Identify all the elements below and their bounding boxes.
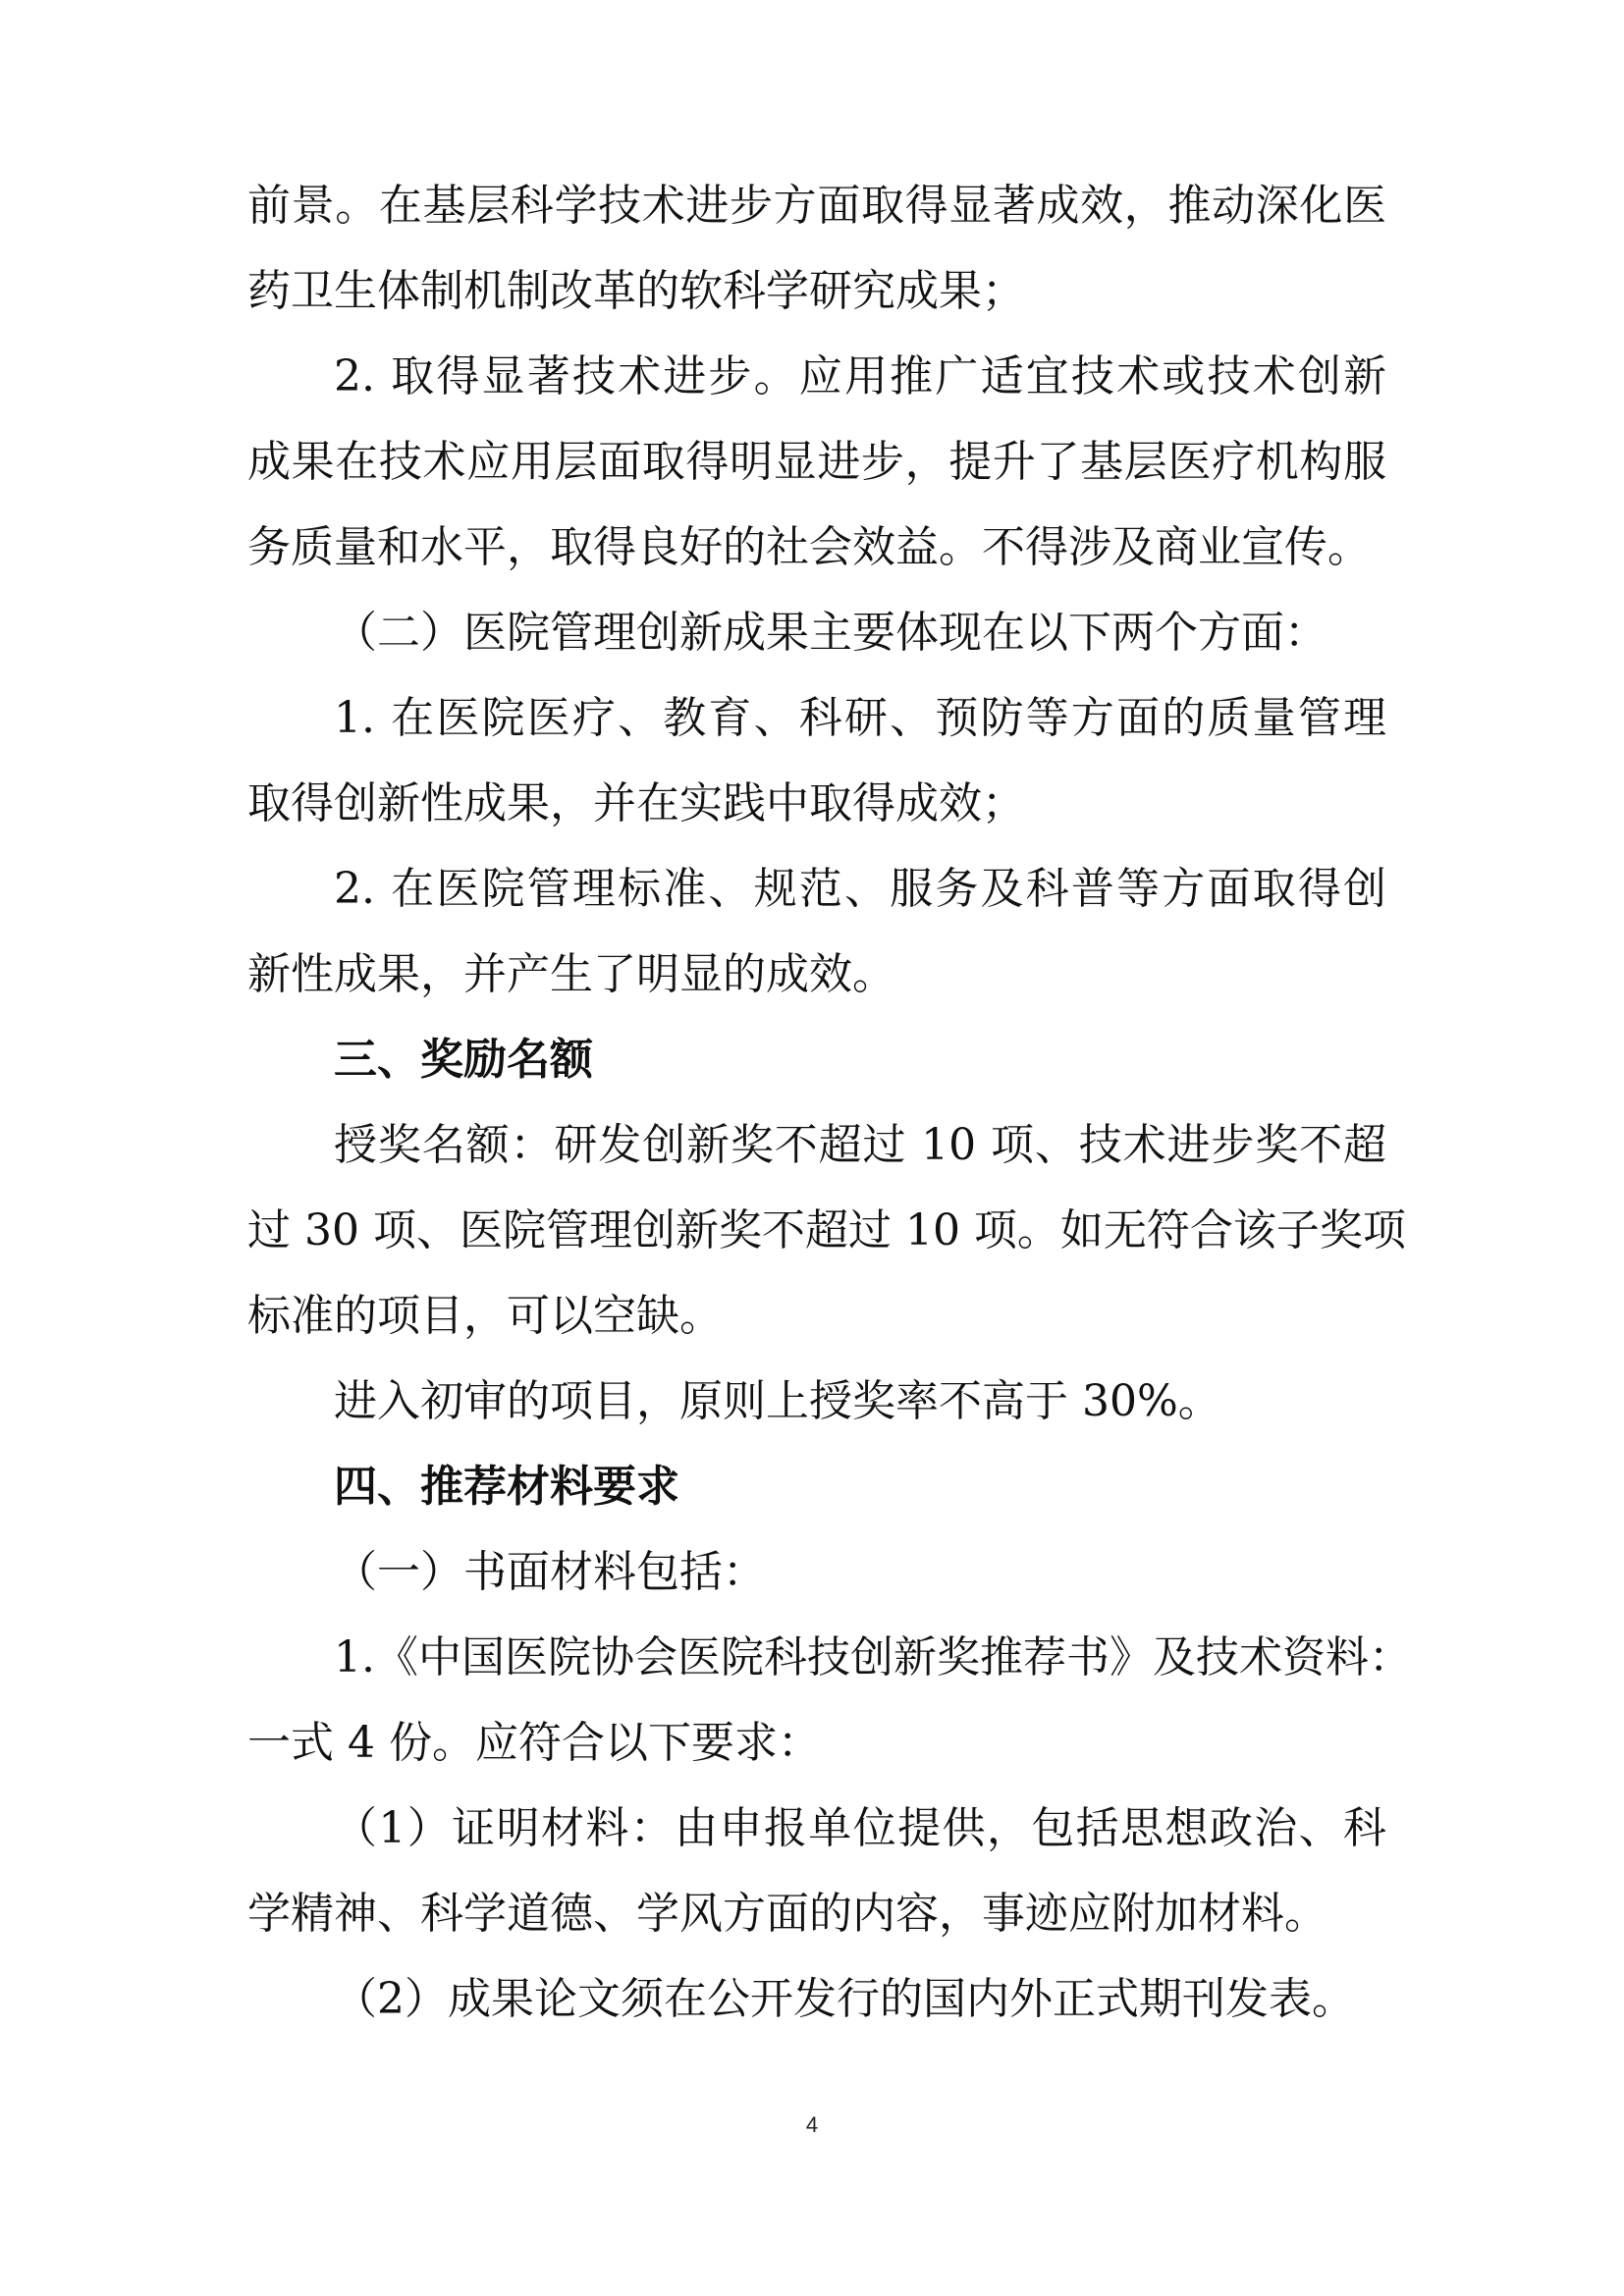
paragraph-line: （二）医院管理创新成果主要体现在以下两个方面： — [334, 608, 1327, 658]
paragraph-line: 过 30 项、医院管理创新奖不超过 10 项。如无符合该子奖项 — [247, 1205, 1406, 1255]
paragraph-line: 进入初审的项目，原则上授奖率不高于 30%。 — [334, 1376, 1221, 1426]
paragraph-line: （一）书面材料包括： — [334, 1547, 766, 1597]
paragraph-line: 成果在技术应用层面取得明显进步，提升了基层医疗机构服 — [247, 437, 1386, 487]
paragraph-line: 学精神、科学道德、学风方面的内容，事迹应附加材料。 — [247, 1889, 1327, 1939]
paragraph-line: 药卫生体制机制改革的软科学研究成果； — [247, 266, 1025, 316]
paragraph-line: 1.《中国医院协会医院科技创新奖推荐书》及技术资料： — [334, 1632, 1412, 1682]
paragraph-line: 新性成果，并产生了明显的成效。 — [247, 949, 895, 999]
paragraph-line: （2）成果论文须在公开发行的国内外正式期刊发表。 — [334, 1974, 1355, 2024]
paragraph-line: 一式 4 份。应符合以下要求： — [247, 1718, 821, 1768]
paragraph-line: 1. 在医院医疗、教育、科研、预防等方面的质量管理 — [334, 693, 1386, 743]
paragraph-line: 取得创新性成果，并在实践中取得成效； — [247, 778, 1025, 828]
paragraph-line: 标准的项目，可以空缺。 — [247, 1291, 723, 1341]
section-heading: 四、推荐材料要求 — [334, 1462, 679, 1512]
paragraph-line: 务质量和水平，取得良好的社会效益。不得涉及商业宣传。 — [247, 522, 1371, 572]
paragraph-line: 前景。在基层科学技术进步方面取得显著成效，推动深化医 — [247, 181, 1386, 231]
paragraph-line: 授奖名额：研发创新奖不超过 10 项、技术进步奖不超 — [334, 1120, 1386, 1170]
paragraph-line: （1）证明材料：由申报单位提供，包括思想政治、科 — [334, 1803, 1386, 1853]
section-heading: 三、奖励名额 — [334, 1035, 593, 1085]
paragraph-line: 2. 取得显著技术进步。应用推广适宜技术或技术创新 — [334, 351, 1386, 401]
page-number: 4 — [805, 2112, 819, 2137]
paragraph-line: 2. 在医院管理标准、规范、服务及科普等方面取得创 — [334, 864, 1386, 914]
